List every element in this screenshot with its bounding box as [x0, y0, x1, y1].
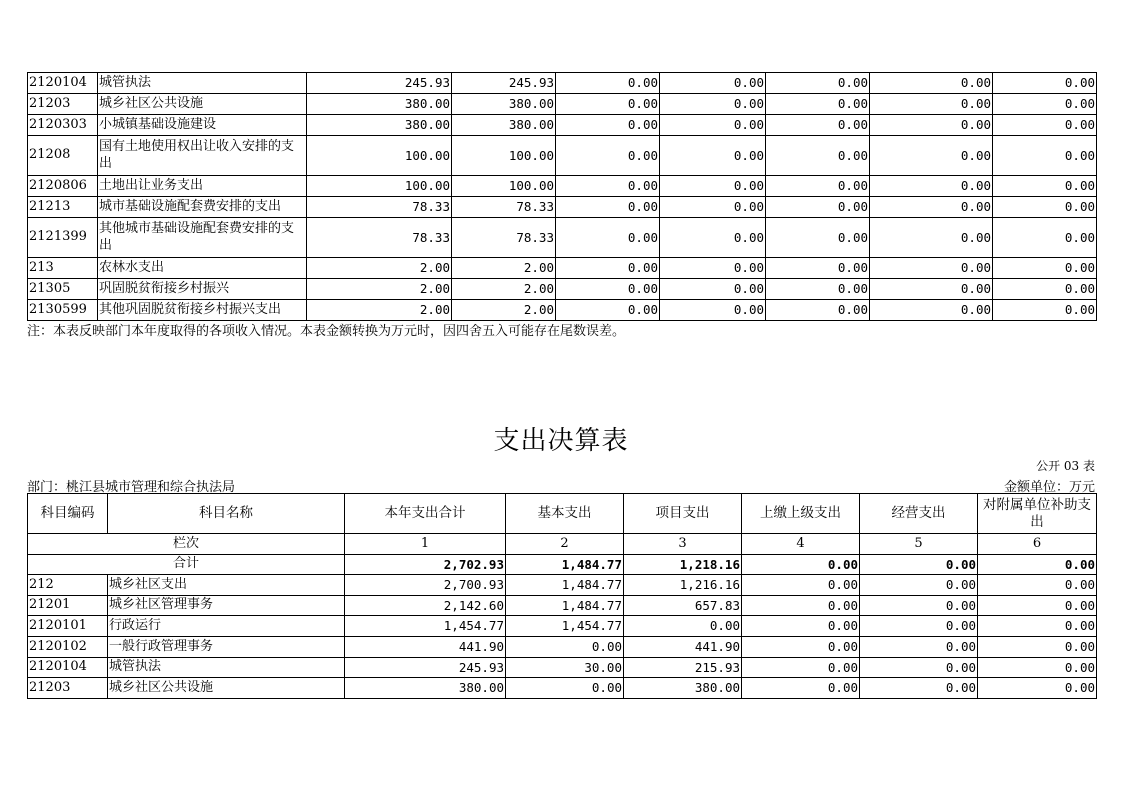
table-number: 公开 03 表 [1036, 459, 1095, 473]
subject-code-cell: 2130599 [28, 300, 98, 321]
amount-cell: 0.00 [978, 575, 1097, 596]
subject-code-cell: 21208 [28, 136, 98, 176]
amount-cell: 0.00 [766, 136, 870, 176]
header-row [28, 494, 1097, 534]
amount-cell: 441.90 [345, 636, 506, 657]
total-value: 0.00 [742, 554, 860, 575]
subject-code-cell: 212 [28, 575, 108, 596]
amount-unit-label: 金额单位：万元 [1003, 480, 1095, 495]
table-row [28, 575, 1097, 596]
column-number: 6 [978, 534, 1097, 555]
amount-cell: 0.00 [556, 197, 660, 218]
amount-cell: 0.00 [870, 94, 993, 115]
income-table-continued [27, 72, 1097, 321]
column-number: 3 [624, 534, 742, 555]
subject-name-cell: 国有土地使用权出让收入安排的支出 [98, 136, 307, 176]
amount-cell: 1,454.77 [506, 616, 624, 637]
amount-cell: 1,484.77 [506, 595, 624, 616]
column-number: 4 [742, 534, 860, 555]
subject-code-cell: 2120101 [28, 616, 108, 637]
amount-cell: 0.00 [993, 300, 1097, 321]
amount-cell: 0.00 [993, 94, 1097, 115]
amount-cell: 0.00 [993, 218, 1097, 258]
column-number: 2 [506, 534, 624, 555]
amount-cell: 1,216.16 [624, 575, 742, 596]
amount-cell: 0.00 [860, 595, 978, 616]
amount-cell: 0.00 [556, 279, 660, 300]
amount-cell: 2.00 [452, 258, 556, 279]
amount-cell: 0.00 [556, 136, 660, 176]
header-cell: 项目支出 [624, 494, 742, 534]
table-row [28, 595, 1097, 616]
header-cell: 科目名称 [108, 494, 345, 534]
header-cell: 科目编码 [28, 494, 108, 534]
table-row [28, 300, 1097, 321]
amount-cell: 245.93 [345, 657, 506, 678]
column-number: 1 [345, 534, 506, 555]
amount-cell: 0.00 [556, 94, 660, 115]
amount-cell: 0.00 [860, 657, 978, 678]
header-cell: 上缴上级支出 [742, 494, 860, 534]
amount-cell: 0.00 [766, 300, 870, 321]
table-row [28, 678, 1097, 699]
amount-cell: 0.00 [660, 115, 766, 136]
amount-cell: 0.00 [860, 636, 978, 657]
amount-cell: 30.00 [506, 657, 624, 678]
amount-cell: 0.00 [506, 636, 624, 657]
subject-code-cell: 21213 [28, 197, 98, 218]
amount-cell: 215.93 [624, 657, 742, 678]
subject-code-cell: 2120104 [28, 657, 108, 678]
amount-cell: 380.00 [307, 94, 452, 115]
table-row [28, 218, 1097, 258]
subject-name-cell: 其他巩固脱贫衔接乡村振兴支出 [98, 300, 307, 321]
amount-cell: 0.00 [766, 115, 870, 136]
amount-cell: 0.00 [766, 197, 870, 218]
subject-code-cell: 2120303 [28, 115, 98, 136]
amount-cell: 78.33 [452, 197, 556, 218]
amount-cell: 0.00 [660, 279, 766, 300]
amount-cell: 0.00 [660, 73, 766, 94]
amount-cell: 0.00 [978, 616, 1097, 637]
subject-name-cell: 城乡社区支出 [108, 575, 345, 596]
amount-cell: 1,484.77 [506, 575, 624, 596]
amount-cell: 2.00 [452, 279, 556, 300]
amount-cell: 245.93 [452, 73, 556, 94]
amount-cell: 0.00 [766, 73, 870, 94]
amount-cell: 0.00 [660, 136, 766, 176]
amount-cell: 0.00 [660, 197, 766, 218]
subject-code-cell: 2120806 [28, 176, 98, 197]
page-title: 支出决算表 [493, 426, 629, 456]
amount-cell: 380.00 [345, 678, 506, 699]
amount-cell: 78.33 [307, 197, 452, 218]
subject-name-cell: 城乡社区公共设施 [98, 94, 307, 115]
amount-cell: 2,700.93 [345, 575, 506, 596]
amount-cell: 0.00 [766, 258, 870, 279]
subject-code-cell: 21203 [28, 94, 98, 115]
amount-cell: 2.00 [307, 279, 452, 300]
amount-cell: 0.00 [506, 678, 624, 699]
table-row [28, 279, 1097, 300]
table-row [28, 616, 1097, 637]
amount-cell: 0.00 [556, 115, 660, 136]
amount-cell: 0.00 [870, 279, 993, 300]
total-value: 0.00 [978, 554, 1097, 575]
amount-cell: 657.83 [624, 595, 742, 616]
amount-cell: 245.93 [307, 73, 452, 94]
amount-cell: 380.00 [452, 115, 556, 136]
table-row [28, 197, 1097, 218]
amount-cell: 0.00 [993, 279, 1097, 300]
amount-cell: 0.00 [870, 176, 993, 197]
amount-cell: 0.00 [766, 279, 870, 300]
total-value: 2,702.93 [345, 554, 506, 575]
subject-name-cell: 城市基础设施配套费安排的支出 [98, 197, 307, 218]
header-cell: 经营支出 [860, 494, 978, 534]
column-number-row [28, 534, 1097, 555]
amount-cell: 0.00 [870, 115, 993, 136]
amount-cell: 0.00 [556, 300, 660, 321]
amount-cell: 441.90 [624, 636, 742, 657]
amount-cell: 380.00 [624, 678, 742, 699]
table-row [28, 73, 1097, 94]
total-value: 0.00 [860, 554, 978, 575]
amount-cell: 0.00 [870, 136, 993, 176]
table-row [28, 636, 1097, 657]
table-row [28, 657, 1097, 678]
amount-cell: 0.00 [742, 616, 860, 637]
amount-cell: 0.00 [993, 176, 1097, 197]
subject-name-cell: 城乡社区公共设施 [108, 678, 345, 699]
subject-code-cell: 2120102 [28, 636, 108, 657]
table-note: 注：本表反映部门本年度取得的各项收入情况。本表金额转换为万元时，因四舍五入可能存在尾数误差。 [27, 324, 626, 339]
amount-cell: 0.00 [766, 94, 870, 115]
amount-cell: 0.00 [742, 636, 860, 657]
table-row [28, 176, 1097, 197]
table-row [28, 136, 1097, 176]
amount-cell: 0.00 [860, 616, 978, 637]
amount-cell: 0.00 [993, 136, 1097, 176]
amount-cell: 0.00 [660, 94, 766, 115]
amount-cell: 0.00 [766, 176, 870, 197]
amount-cell: 0.00 [742, 575, 860, 596]
expenditure-table [27, 493, 1097, 699]
subject-name-cell: 城管执法 [108, 657, 345, 678]
total-value: 1,218.16 [624, 554, 742, 575]
amount-cell: 0.00 [556, 176, 660, 197]
amount-cell: 2.00 [307, 258, 452, 279]
amount-cell: 100.00 [307, 176, 452, 197]
subject-name-cell: 土地出让业务支出 [98, 176, 307, 197]
table-row [28, 258, 1097, 279]
amount-cell: 0.00 [860, 575, 978, 596]
table-row [28, 94, 1097, 115]
amount-cell: 0.00 [624, 616, 742, 637]
amount-cell: 0.00 [660, 218, 766, 258]
amount-cell: 78.33 [307, 218, 452, 258]
column-number-label: 栏次 [28, 534, 345, 555]
amount-cell: 380.00 [452, 94, 556, 115]
subject-code-cell: 21203 [28, 678, 108, 699]
amount-cell: 0.00 [556, 218, 660, 258]
department-label: 部门：桃江县城市管理和综合执法局 [27, 480, 236, 495]
amount-cell: 2.00 [452, 300, 556, 321]
table-row [28, 115, 1097, 136]
amount-cell: 0.00 [993, 73, 1097, 94]
subject-name-cell: 小城镇基础设施建设 [98, 115, 307, 136]
subject-code-cell: 21305 [28, 279, 98, 300]
amount-cell: 0.00 [860, 678, 978, 699]
amount-cell: 0.00 [870, 218, 993, 258]
subject-name-cell: 城管执法 [98, 73, 307, 94]
header-cell: 对附属单位补助支出 [978, 494, 1097, 534]
amount-cell: 78.33 [452, 218, 556, 258]
subject-code-cell: 2121399 [28, 218, 98, 258]
amount-cell: 0.00 [870, 258, 993, 279]
amount-cell: 2.00 [307, 300, 452, 321]
subject-name-cell: 巩固脱贫衔接乡村振兴 [98, 279, 307, 300]
subject-code-cell: 21201 [28, 595, 108, 616]
amount-cell: 0.00 [556, 258, 660, 279]
amount-cell: 100.00 [452, 136, 556, 176]
amount-cell: 1,454.77 [345, 616, 506, 637]
amount-cell: 2,142.60 [345, 595, 506, 616]
amount-cell: 0.00 [993, 115, 1097, 136]
amount-cell: 0.00 [978, 595, 1097, 616]
amount-cell: 0.00 [993, 197, 1097, 218]
amount-cell: 0.00 [870, 300, 993, 321]
subject-code-cell: 2120104 [28, 73, 98, 94]
subject-name-cell: 城乡社区管理事务 [108, 595, 345, 616]
subject-name-cell: 行政运行 [108, 616, 345, 637]
subject-code-cell: 213 [28, 258, 98, 279]
amount-cell: 0.00 [870, 197, 993, 218]
amount-cell: 0.00 [660, 176, 766, 197]
subject-name-cell: 一般行政管理事务 [108, 636, 345, 657]
amount-cell: 0.00 [978, 678, 1097, 699]
amount-cell: 0.00 [660, 300, 766, 321]
total-row [28, 554, 1097, 575]
amount-cell: 0.00 [978, 657, 1097, 678]
amount-cell: 0.00 [993, 258, 1097, 279]
amount-cell: 380.00 [307, 115, 452, 136]
amount-cell: 0.00 [870, 73, 993, 94]
amount-cell: 0.00 [766, 218, 870, 258]
subject-name-cell: 其他城市基础设施配套费安排的支出 [98, 218, 307, 258]
header-cell: 本年支出合计 [345, 494, 506, 534]
amount-cell: 0.00 [660, 258, 766, 279]
column-number: 5 [860, 534, 978, 555]
subject-name-cell: 农林水支出 [98, 258, 307, 279]
amount-cell: 100.00 [452, 176, 556, 197]
amount-cell: 0.00 [742, 595, 860, 616]
amount-cell: 0.00 [742, 657, 860, 678]
total-value: 1,484.77 [506, 554, 624, 575]
header-cell: 基本支出 [506, 494, 624, 534]
total-label: 合计 [28, 554, 345, 575]
amount-cell: 100.00 [307, 136, 452, 176]
amount-cell: 0.00 [742, 678, 860, 699]
amount-cell: 0.00 [978, 636, 1097, 657]
amount-cell: 0.00 [556, 73, 660, 94]
